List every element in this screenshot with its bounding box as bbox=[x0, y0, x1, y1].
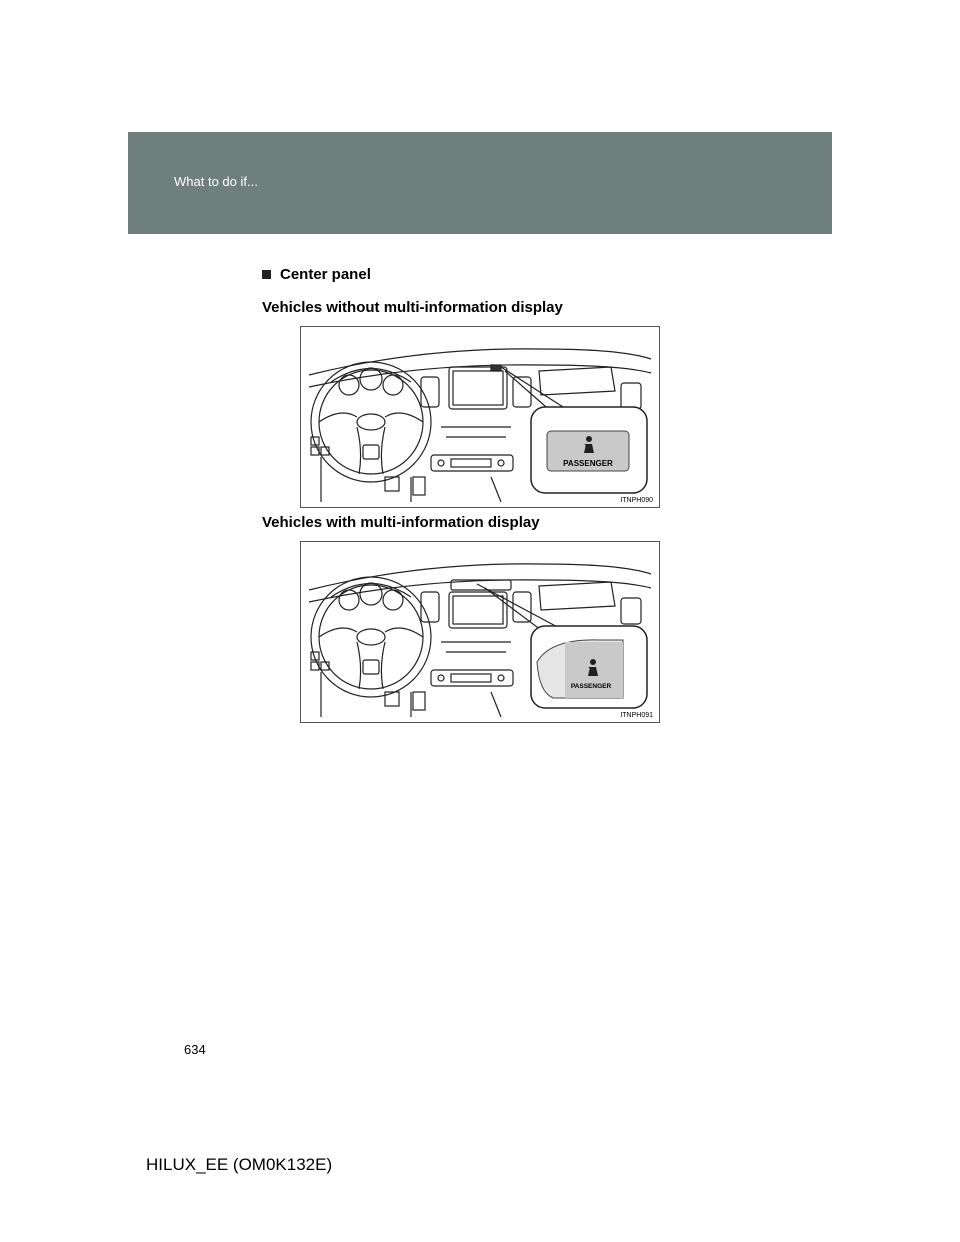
section-heading-text: Center panel bbox=[280, 266, 371, 283]
figure-2-dashboard-illustration bbox=[300, 541, 660, 723]
document-id: HILUX_EE (OM0K132E) bbox=[146, 1155, 333, 1174]
figure-1-code: ITNPH090 bbox=[620, 497, 653, 504]
section-heading bbox=[262, 266, 371, 283]
figure-2-caption: Vehicles with multi-information display bbox=[262, 514, 540, 531]
dashboard-drawing-1 bbox=[301, 327, 659, 507]
passenger-indicator-label: PASSENGER bbox=[570, 683, 612, 690]
page-header-band bbox=[128, 132, 832, 234]
figure-1-dashboard-illustration bbox=[300, 326, 660, 508]
passenger-indicator-label: PASSENGER bbox=[563, 459, 613, 468]
header-title: What to do if... bbox=[174, 174, 258, 189]
bullet-square-icon bbox=[262, 270, 271, 279]
dashboard-drawing-2 bbox=[301, 542, 659, 722]
figure-1-caption: Vehicles without multi-information display bbox=[262, 299, 563, 316]
figure-2-code: ITNPH091 bbox=[620, 712, 653, 719]
page-number: 634 bbox=[184, 1042, 206, 1057]
